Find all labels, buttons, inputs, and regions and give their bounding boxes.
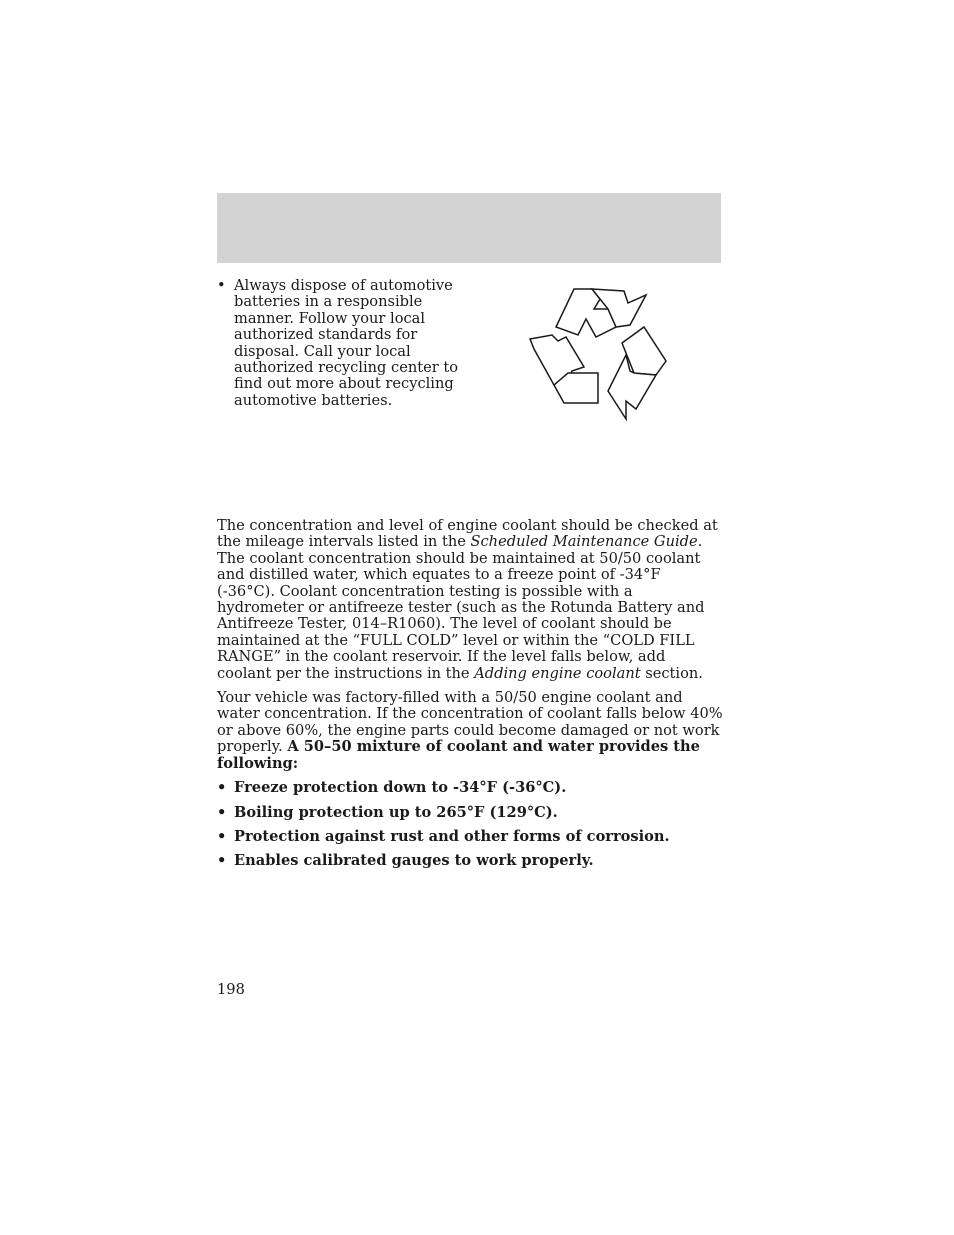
list-item xyxy=(217,805,723,821)
coolant-section xyxy=(217,518,723,878)
list-item xyxy=(217,853,723,869)
para1-text-b: . The coolant concentration should be maintained at 50/50 coolant and distilled water, which equates to a freeze point of -34°F (-36°C). Coolant concentration testing is possible with a hydrometer or antifreeze tester (such as the Rotunda Battery and Antifreeze Tester, 014–R1060). The level of coolant should be maintained at the “FULL COLD” level or within the “COLD FILL RANGE” in the coolant reservoir. If the level falls below, add coolant per the instructions in the xyxy=(217,533,705,682)
bullet-dot: • xyxy=(217,852,227,870)
benefit-boiling: Boiling protection up to 265°F (129°C). xyxy=(234,803,558,821)
page-number: 198 xyxy=(217,981,245,998)
bullet-dot: • xyxy=(217,779,227,797)
section-header-band xyxy=(217,193,721,263)
para1-text-c: section. xyxy=(640,664,703,682)
battery-disposal-bullet xyxy=(217,278,477,409)
para1-text-a: The concentration and level of engine coolant should be checked at the mileage intervals listed in the xyxy=(217,517,718,551)
bullet-dot: • xyxy=(217,277,226,294)
benefit-freeze: Freeze protection down to -34°F (-36°C). xyxy=(234,779,567,797)
benefit-corrosion: Protection against rust and other forms of corrosion. xyxy=(234,827,670,845)
bullet-dot: • xyxy=(217,803,227,821)
bullet-dot: • xyxy=(217,827,227,845)
coolant-paragraph-1 xyxy=(217,518,723,682)
list-item xyxy=(217,780,723,796)
battery-disposal-text: Always dispose of automotive batteries in a responsible manner. Follow your local authorized standards for disposal. Call your local authorized recycling center to find out more about recycling automotive batteries. xyxy=(234,277,458,409)
para2-text-a: Your vehicle was factory-filled with a 50/50 engine coolant and water concentration. If the concentration of coolant falls below 40% or above 60%, the engine parts could become damaged or not work properly. xyxy=(217,689,723,756)
list-item xyxy=(217,829,723,845)
recycle-icon xyxy=(522,283,672,425)
benefit-gauges: Enables calibrated gauges to work properly. xyxy=(234,852,594,870)
maintenance-guide-ref: Scheduled Maintenance Guide xyxy=(470,533,698,551)
para2-text-bold: A 50–50 mixture of coolant and water provides the following: xyxy=(217,738,700,772)
adding-coolant-ref: Adding engine coolant xyxy=(474,664,641,682)
coolant-paragraph-2 xyxy=(217,690,723,772)
